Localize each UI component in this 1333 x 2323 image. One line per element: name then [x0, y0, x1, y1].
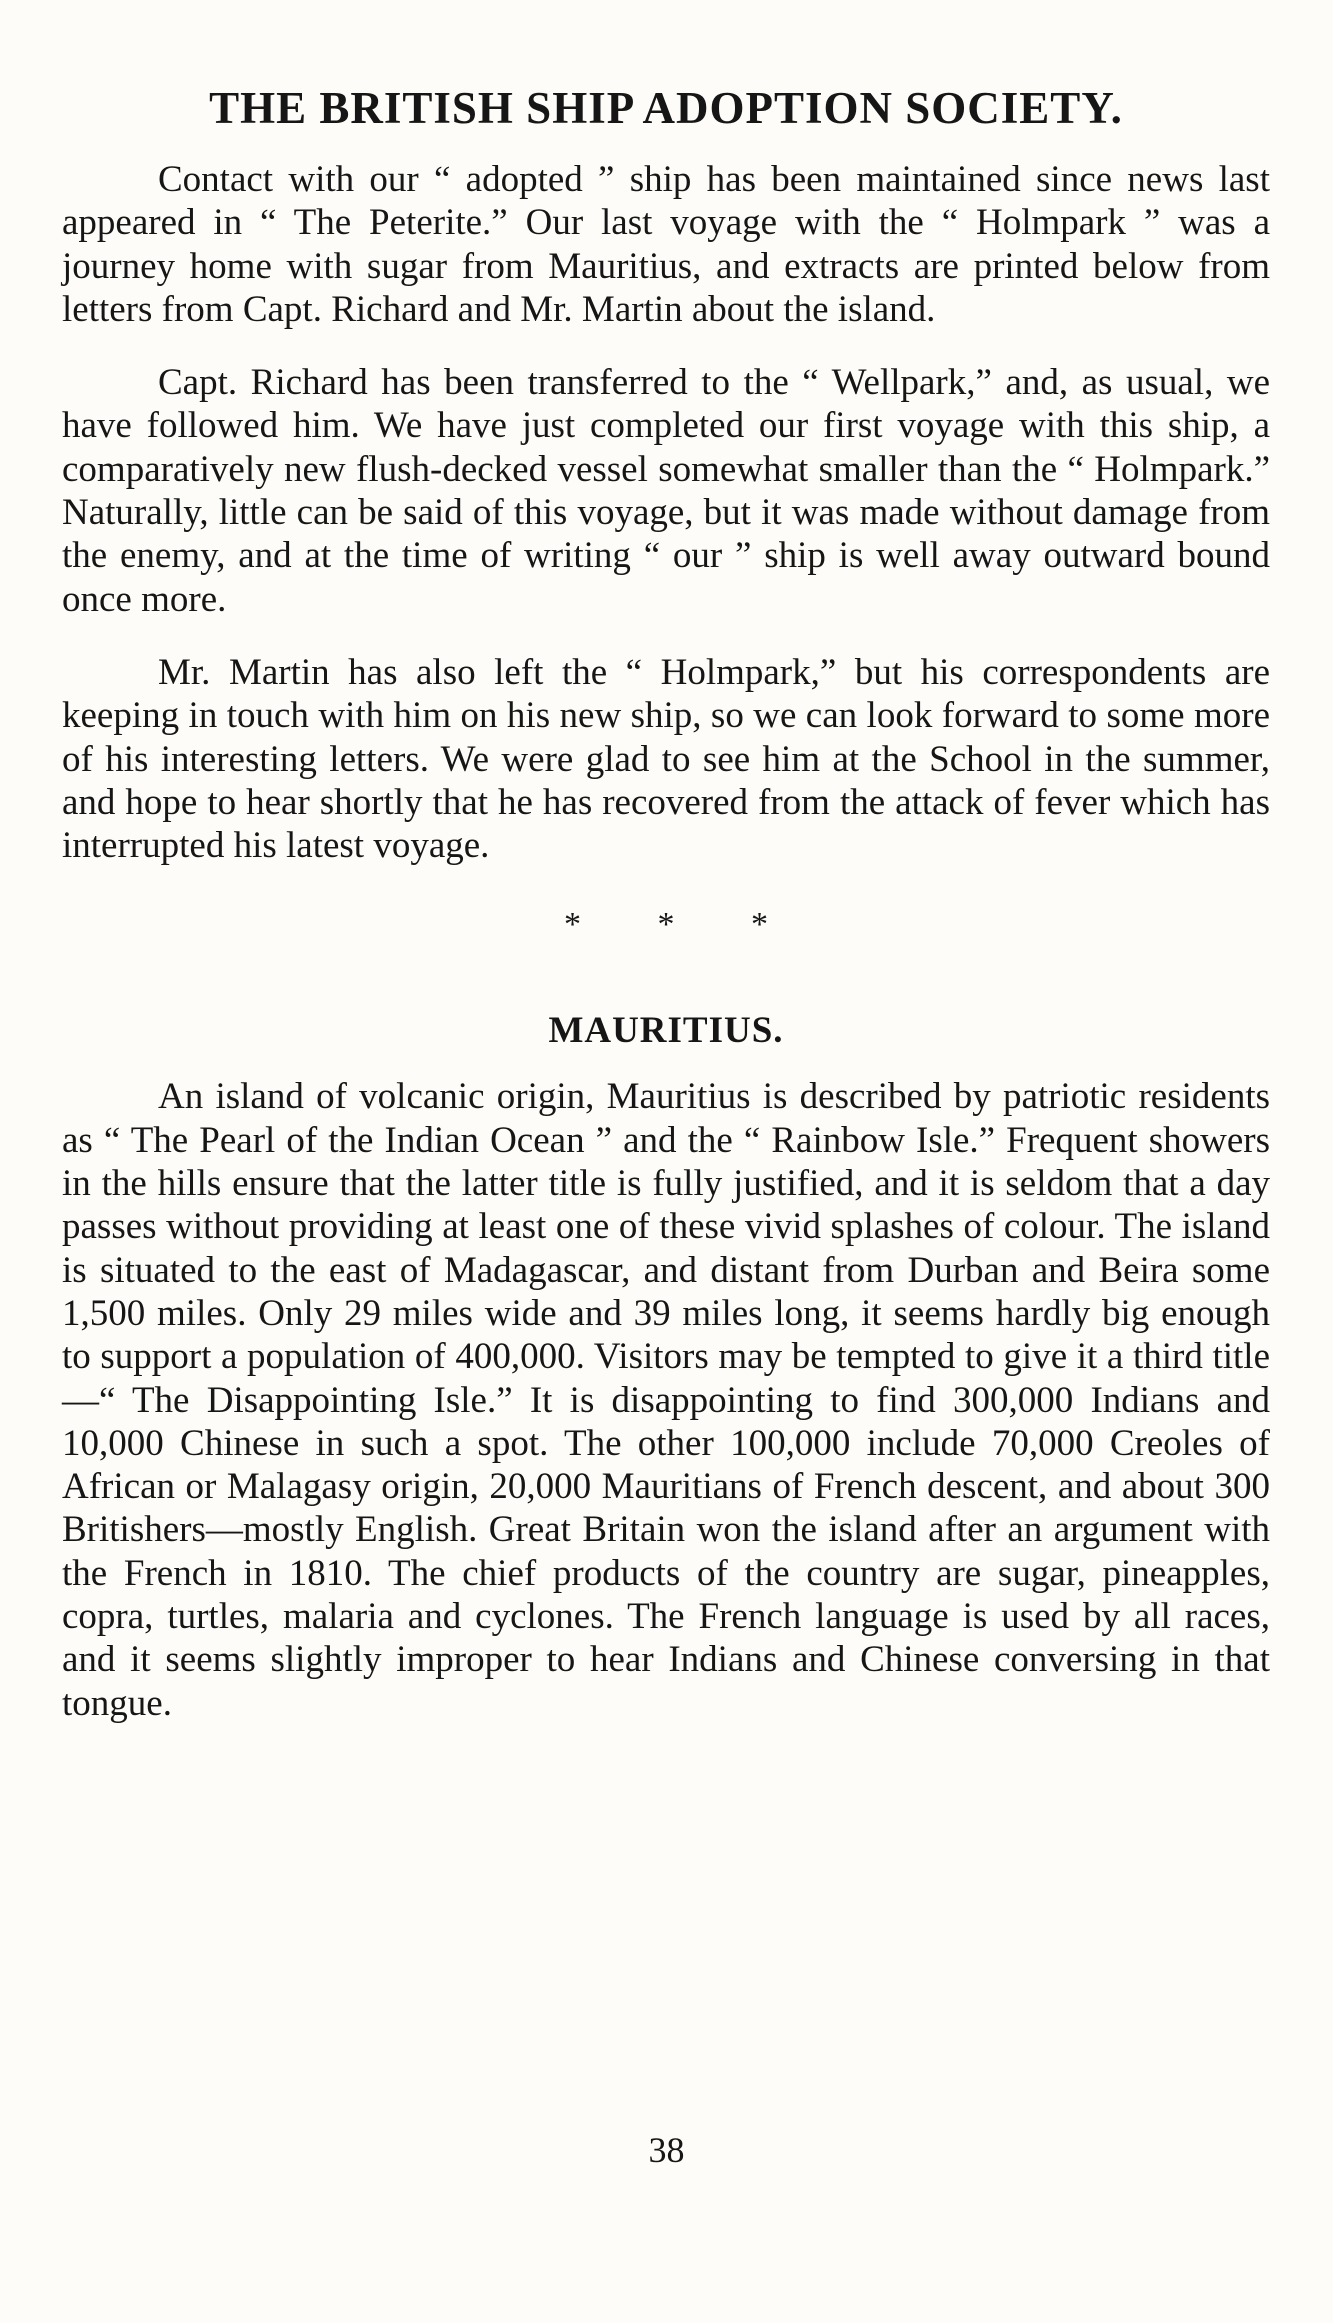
- document-title: THE BRITISH SHIP ADOPTION SOCIETY.: [209, 83, 1123, 133]
- document-page: [62, 80, 1270, 1755]
- paragraph-mauritius: An island of volcanic origin, Mauritius is described by patriotic residents as “ The Pearl of the Indian Ocean ” and the “ Rainbow Isle.” Frequent showers in the hills ensure that the latter title is fully justified, and it is seldom that a day passes without providing at least one of these vivid splashes of colour. The island is situated to the east of Madagascar, and distant from Durban and Beira some 1,500 miles. Only 29 miles wide and 39 miles long, it seems hardly big enough to support a population of 400,000. Visitors may be tempted to give it a third title—“ The Disappointing Isle.” It is disappointing to find 300,000 Indians and 10,000 Chinese in such a spot. The other 100,000 include 70,000 Creoles of African or Malagasy origin, 20,000 Mauritians of French descent, and about 300 Britishers—mostly English. Great Britain won the island after an argument with the French in 1810. The chief products of the country are sugar, pineapples, copra, turtles, malaria and cyclones. The French language is used by all races, and it seems slightly improper to hear Indians and Chinese conversing in that tongue.: [62, 1076, 1270, 1724]
- section-title: MAURITIUS.: [548, 1010, 784, 1052]
- paragraph-contact: Contact with our “ adopted ” ship has been maintained since news last appeared in “ The Peterite.” Our last voyage with the “ Holmpark ” was a journey home with sugar from Mauritius, and extracts are printed below from letters from Capt. Richard and Mr. Martin about the island.: [62, 159, 1270, 330]
- paragraph-martin: Mr. Martin has also left the “ Holmpark,” but his correspondents are keeping in touch with him on his new ship, so we can look forward to some more of his interesting letters. We were glad to see him at the School in the summer, and hope to hear shortly that he has recovered from the attack of fever which has interrupted his latest voyage.: [62, 651, 1270, 867]
- page-number: 38: [648, 2130, 685, 2170]
- section-separator: * * *: [564, 906, 802, 944]
- paragraph-wellpark: Capt. Richard has been transferred to the “ Wellpark,” and, as usual, we have followed him. We have just completed our first voyage with this ship, a comparatively new flush-decked vessel somewhat smaller than the “ Holmpark.” Naturally, little can be said of this voyage, but it was made without damage from the enemy, and at the time of writing “ our ” ship is well away outward bound once more.: [62, 362, 1270, 620]
